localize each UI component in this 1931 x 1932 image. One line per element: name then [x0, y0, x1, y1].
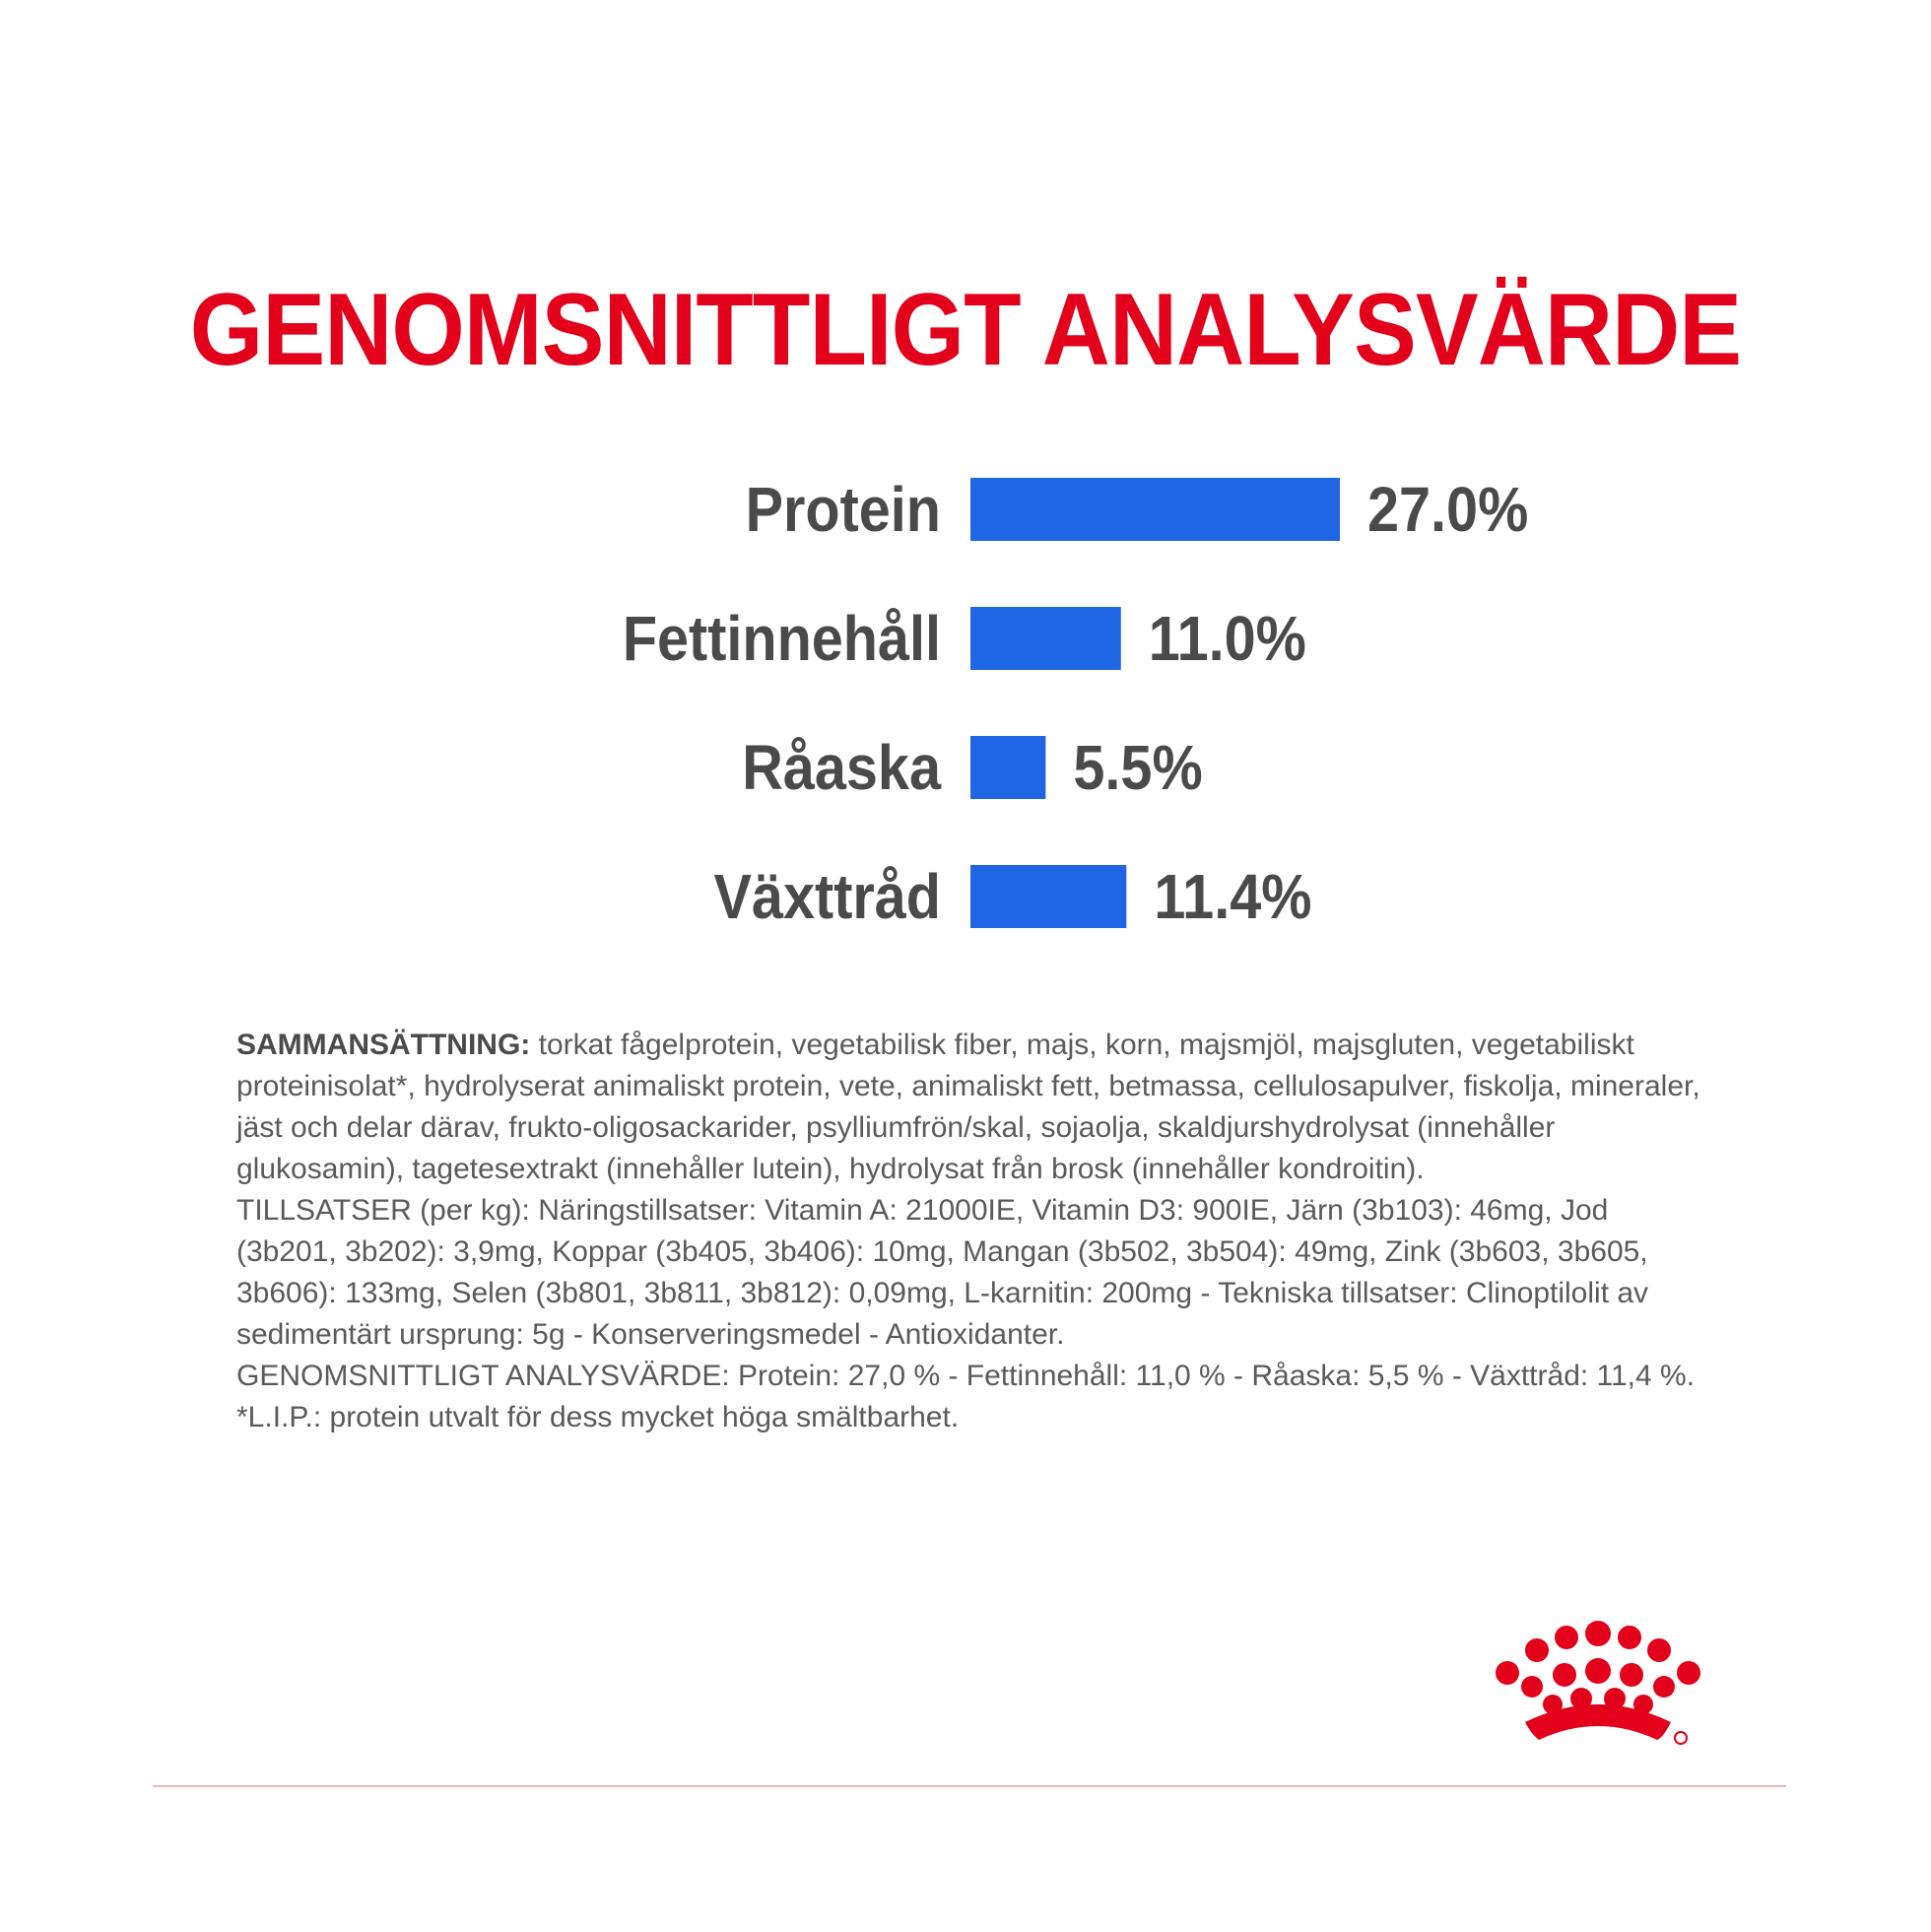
chart-title: GENOMSNITTLIGT ANALYSVÄRDE	[189, 273, 1742, 387]
bottom-divider	[153, 1785, 1786, 1787]
composition-heading: SAMMANSÄTTNING:	[236, 1029, 531, 1061]
value-label: 11.4%	[1154, 861, 1312, 932]
bar	[970, 607, 1121, 670]
category-label: Växttråd	[713, 861, 941, 932]
royal-canin-crown-logo	[1488, 1616, 1704, 1754]
bar	[970, 865, 1126, 928]
bar	[970, 736, 1045, 799]
additives-text: TILLSATSER (per kg): Näringstillsatser: Vitamin A: 21000IE, Vitamin D3: 900IE, Järn (3b103): 46mg, Jod (3b201, 3b202): 3,9mg, Koppar (3b405, 3b406): 10mg, Mangan (3b502, 3b504): 49mg, Zink (3b603, 3b605, 3b606): 133mg, Selen (3b801, 3b811, 3b812): 0,09mg, L-karnitin: 200mg - Tekniska tillsatser: Clinoptilolit av sedimentärt ursprung: 5g - Konserveringsmedel - Antioxidanter.	[236, 1194, 1649, 1351]
category-label: Fettinnehåll	[622, 603, 941, 674]
value-label: 27.0%	[1367, 474, 1529, 545]
category-label: Råaska	[742, 732, 941, 803]
value-label: 5.5%	[1073, 732, 1203, 803]
ingredients-text: torkat fågelprotein, vegetabilisk fiber, majs, korn, majsmjöl, majsgluten, vegetabiliskt proteinisolat*, hydrolyserat animaliskt protein, vete, animaliskt fett, betmassa, cellulosapulver, fiskolja, mineraler, jäst och delar därav, frukto-oligosackarider, psylliumfrön/skal, sojaolja, skaldjurshydrolysat (innehåller glukosamin), tagetesextrakt (innehåller lutein), hydrolysat från brosk (innehåller kondroitin).	[236, 1029, 1700, 1185]
composition-text	[236, 1025, 1714, 1438]
category-label: Protein	[745, 474, 941, 545]
ingredients-paragraph	[236, 1025, 1714, 1190]
analysis-text: GENOMSNITTLIGT ANALYSVÄRDE: Protein: 27,0 % - Fettinnehåll: 11,0 % - Råaska: 5,5 % - Växttråd: 11,4 %.	[236, 1360, 1696, 1392]
value-label: 11.0%	[1148, 603, 1306, 674]
footnote-text: *L.I.P.: protein utvalt för dess mycket höga smältbarhet.	[236, 1401, 960, 1433]
bar	[970, 478, 1340, 541]
